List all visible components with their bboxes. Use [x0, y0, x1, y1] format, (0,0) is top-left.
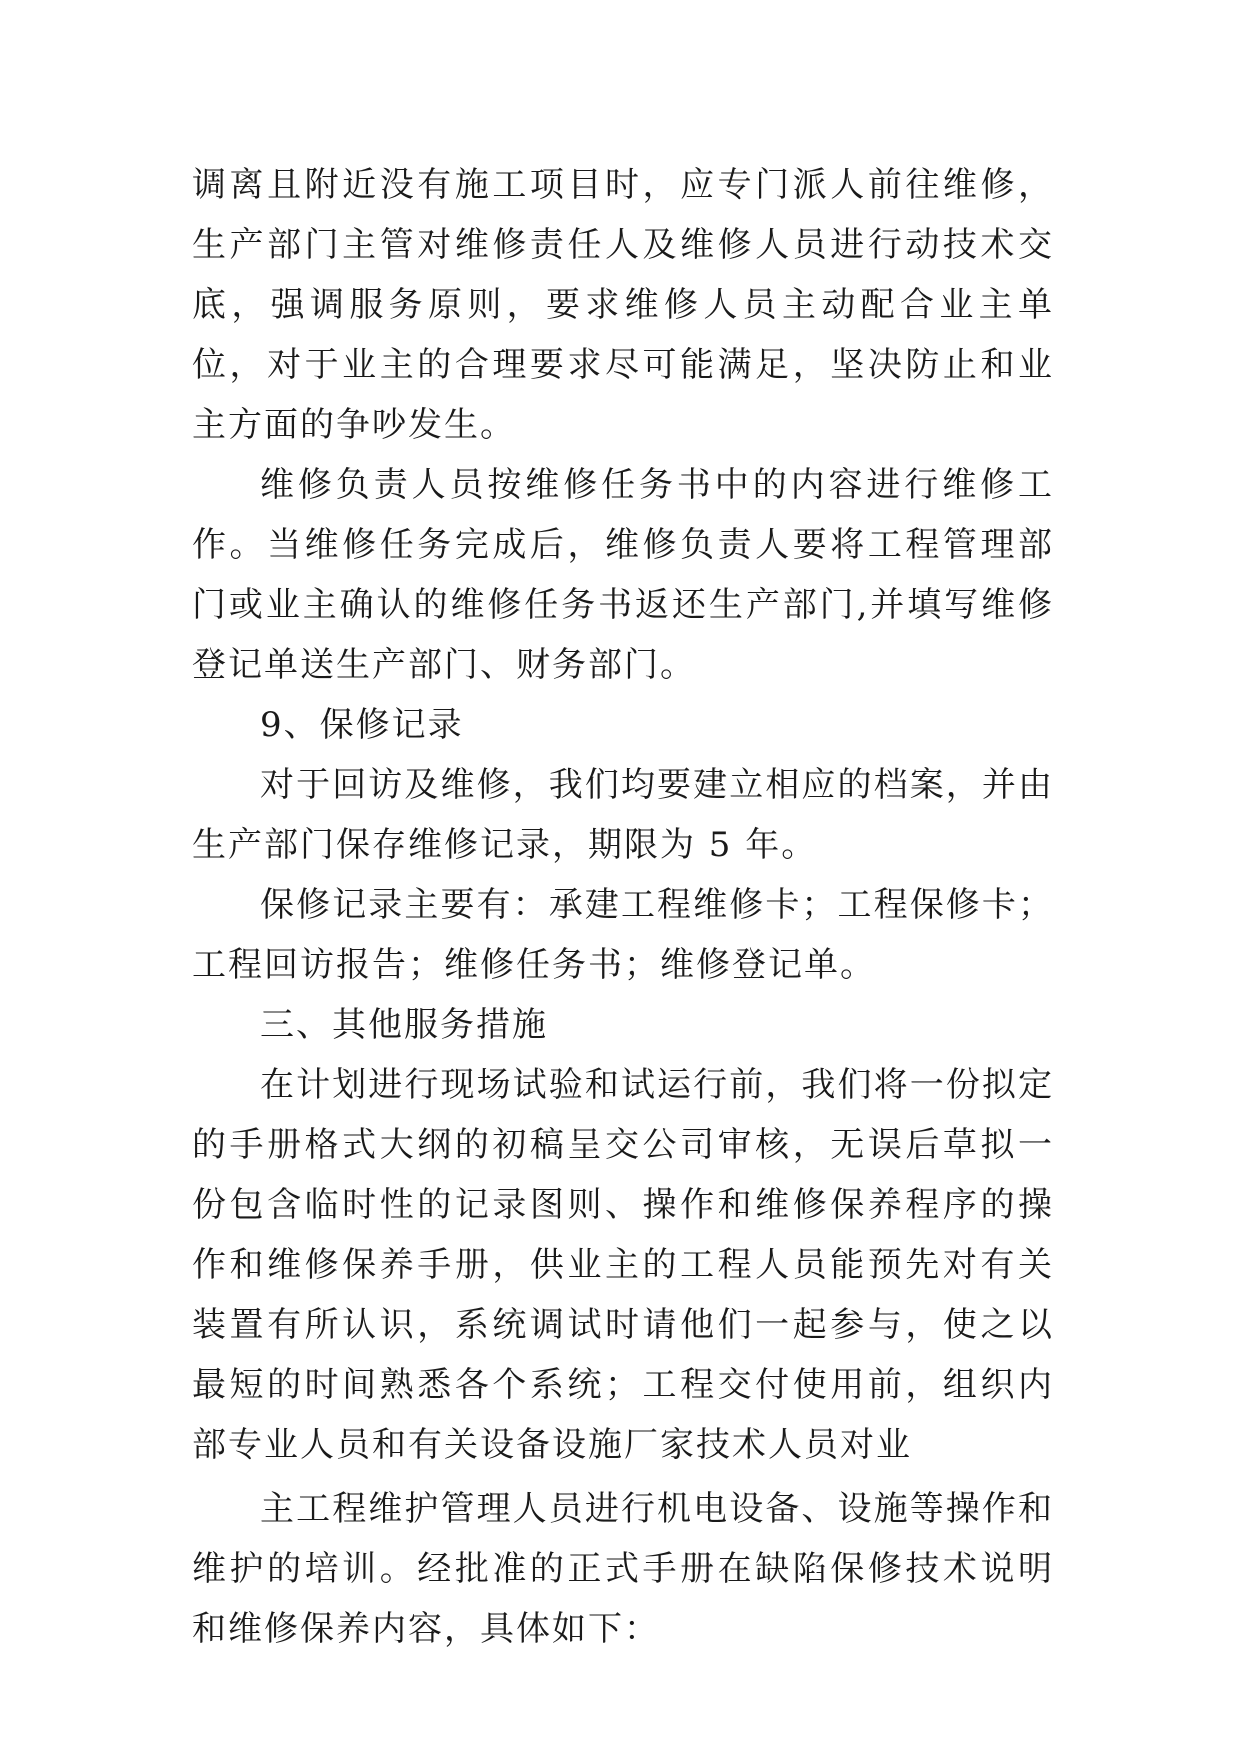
- paragraph-records-list: 保修记录主要有：承建工程维修卡；工程保修卡；工程回访报告；维修任务书；维修登记单。: [192, 885, 1054, 985]
- paragraph-training: 主工程维护管理人员进行机电设备、设施等操作和维护的培训。经批准的正式手册在缺陷保修技术说明和维修保养内容，具体如下：: [192, 1489, 1054, 1649]
- paragraph-records-archive: 对于回访及维修，我们均要建立相应的档案，并由生产部门保存维修记录，期限为 5 年。: [192, 765, 1054, 865]
- paragraph-maintenance-work: 维修负责人员按维修任务书中的内容进行维修工作。当维修任务完成后，维修负责人要将工程管理部门或业主确认的维修任务书返还生产部门,并填写维修登记单送生产部门、财务部门。: [192, 465, 1054, 685]
- document-body: [192, 155, 1054, 1659]
- paragraph-manual-preparation: 在计划进行现场试验和试运行前，我们将一份拟定的手册格式大纲的初稿呈交公司审核，无误后草拟一份包含临时性的记录图则、操作和维修保养程序的操作和维修保养手册，供业主的工程人员能预先对有关装置有所认识，系统调试时请他们一起参与，使之以最短的时间熟悉各个系统；工程交付使用前，组织内部专业人员和有关设备设施厂家技术人员对业: [192, 1065, 1054, 1465]
- paragraph-maintenance-dispatch: 调离且附近没有施工项目时，应专门派人前往维修，生产部门主管对维修责任人及维修人员进行动技术交底，强调服务原则，要求维修人员主动配合业主单位，对于业主的合理要求尽可能满足，坚决防止和业主方面的争吵发生。: [192, 165, 1054, 445]
- section-heading-warranty-records: 9、保修记录: [260, 705, 464, 745]
- section-heading-other-measures: 三、其他服务措施: [260, 1005, 548, 1045]
